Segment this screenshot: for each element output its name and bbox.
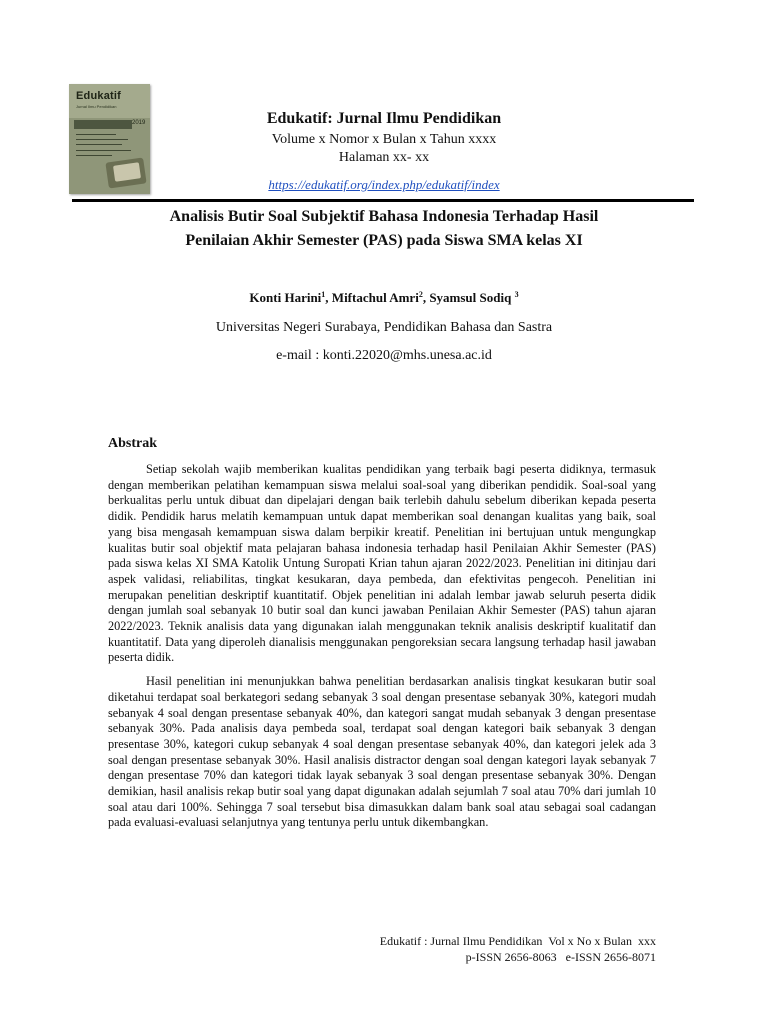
- cover-title: Edukatif: [76, 90, 121, 102]
- journal-url-link[interactable]: https://edukatif.org/index.php/edukatif/index: [268, 177, 500, 192]
- cover-year: 2019: [132, 120, 146, 126]
- author-list: [0, 290, 768, 306]
- author-name: Syamsul Sodiq: [429, 290, 512, 305]
- footer-journal-line: Edukatif : Jurnal Ilmu Pendidikan Vol x No x Bulan xxx: [379, 934, 656, 948]
- author-affiliation: Universitas Negeri Surabaya, Pendidikan Bahasa dan Sastra: [215, 320, 553, 335]
- author-affiliation-mark: 3: [514, 290, 519, 299]
- journal-volume-line: Volume x Nomor x Bulan x Tahun xxxx: [271, 132, 497, 147]
- article-title-line-1: Analisis Butir Soal Subjektif Bahasa Indonesia Terhadap Hasil: [169, 208, 599, 225]
- author-separator: ,: [422, 290, 430, 305]
- abstract-paragraph: Hasil penelitian ini menunjukkan bahwa penelitian berdasarkan analisis tingkat kesukaran butir soal diketahui terdapat soal berkategori sedang sebanyak 3 soal dengan presentase sebanyak 30%, kategori mudah sebanyak 4 soal dengan presentase sebanyak 40%, dan kategori sangat mudah sebanyak 3 dengan presentase sebanyak 30%. Pada analisis daya pembeda soal, terdapat soal dengan kategori baik sebanyak 3 dengan presentase 30%, kategori cukup sebanyak 4 soal dengan presentase sebanyak 40%, dan kategori jelek ada 3 soal dengan presentase sebanyak 30%. Hasil analisis distractor dengan soal dengan kategori layak sebanyak 7 dengan presentase 70% dan kategori tidak layak sebanyak 3 soal dengan presentase sebanyak 30%. Dengan demikian, hasil analisis rekap butir soal yang dapat digunakan adalah sejumlah 7 soal atau 70% dari jumlah 10 soal atau dari 100%. Sehingga 7 soal tersebut bisa dimasukkan dalam bank soal atau sebagai soal cadangan pada evaluasi-evaluasi selanjutnya yang tentunya perlu untuk dikembangkan.: [108, 674, 656, 830]
- article-title: [0, 205, 768, 253]
- abstract-body: [108, 462, 656, 839]
- header-divider: [72, 199, 694, 202]
- cover-subtitle: Jurnal Ilmu Pendidikan: [76, 104, 117, 109]
- author-separator: ,: [325, 290, 332, 305]
- abstract-heading: Abstrak: [108, 436, 158, 451]
- journal-title: Edukatif: Jurnal Ilmu Pendidikan: [266, 110, 502, 127]
- article-title-line-2: Penilaian Akhir Semester (PAS) pada Siswa SMA kelas XI: [185, 232, 583, 249]
- author-affiliation-mark: 1: [321, 290, 326, 299]
- author-name: Miftachul Amri: [331, 290, 419, 305]
- author-name: Konti Harini: [249, 290, 322, 305]
- author-email: e-mail : konti.22020@mhs.unesa.ac.id: [276, 348, 492, 363]
- page-footer: [380, 933, 656, 965]
- journal-pages-line: Halaman xx- xx: [338, 150, 430, 165]
- abstract-paragraph: Setiap sekolah wajib memberikan kualitas pendidikan yang terbaik bagi peserta didiknya, termasuk dengan memberikan pelatihan kemampuan siswa melalui soal-soal yang diberikan pendidik. Soal-soal yang berkualitas perlu untuk dibuat dan dipelajari dengan baik terlebih dahulu sebelum diberikan kepada peserta didik. Pendidik harus melatih kemampuan untuk dapat memberikan soal denangan kualitas yang baik, soal yang bisa mengasah kemampuan siswa dalam berpikir kreatif. Penelitian ini bertujuan untuk mengungkap kualitas butir soal objektif mata pelajaran bahasa indonesia terhadap hasil Penilaian Akhir Semester (PAS) pada siswa kelas XI SMA Katolik Untung Suropati Krian tahun ajaran 2022/2023. Penelitian ini ditinjau dari aspek validasi, reliabilitas, tingkat kesukaran, daya pembeda, dan efektivitas pengecoh. Penelitian ini merupakan penelitian deskriptif kuantitatif. Objek penelitian ini adalah lembar jawab seluruh peserta didik dengan jumlah soal sebanyak 10 butir soal dan kunci jawaban Penilaian Akhir Semester (PAS) tahun ajaran 2022/2023. Teknik analisis data yang digunakan ialah menggunakan teknik analisis deskriptif kualitatif dan kuantitatif. Data yang diperoleh dianalisis menggunakan pengoreksian secara langsung terhadap hasil jawaban peserta didik.: [108, 462, 656, 665]
- author-affiliation-mark: 2: [418, 290, 423, 299]
- footer-issn-line: p-ISSN 2656-8063 e-ISSN 2656-8071: [465, 950, 656, 964]
